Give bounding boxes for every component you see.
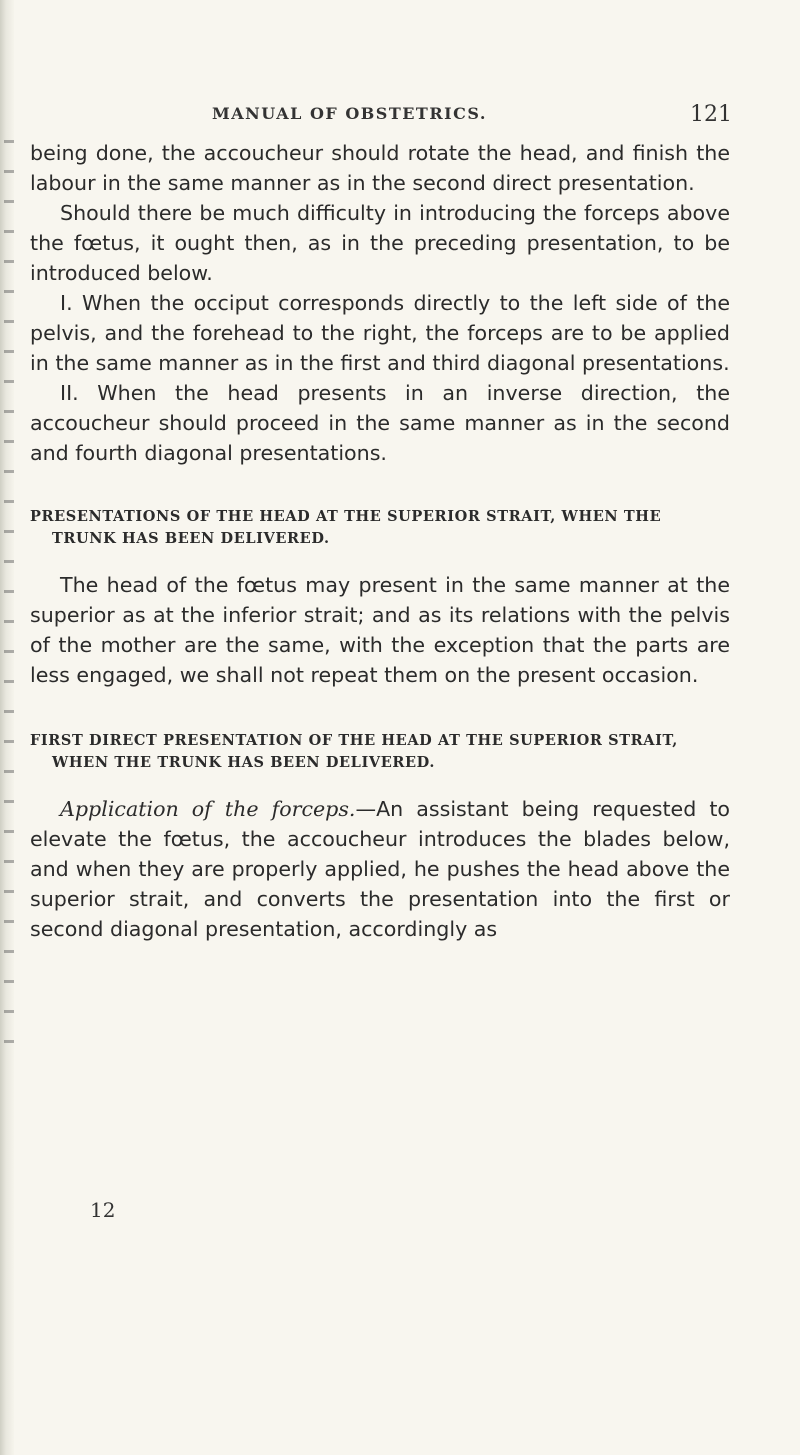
section-heading-2: FIRST DIRECT PRESENTATION OF THE HEAD AT THE SUPERIOR STRAIT, WHEN THE TRUNK HAS BEEN DELIVERED. (30, 732, 678, 771)
running-title: MANUAL OF OBSTETRICS. (212, 104, 487, 123)
spacer (30, 774, 730, 794)
spacer (30, 468, 730, 506)
paragraph-4: II. When the head presents in an inverse direction, the accoucheur should proceed in the same manner as in the second and fourth diagonal presentations. (30, 381, 730, 465)
section-heading-1: PRESENTATIONS OF THE HEAD AT THE SUPERIOR STRAIT, WHEN THE TRUNK HAS BEEN DELIVERED. (30, 508, 662, 547)
binding-gutter (0, 0, 14, 1455)
page-number: 121 (690, 102, 732, 127)
page-body (30, 138, 730, 944)
paragraph-3: I. When the occiput corresponds directly to the left side of the pelvis, and the forehead to the right, the forceps are to be applied in the same manner as in the first and third diagonal presentations. (30, 291, 730, 375)
gutter-shadow (4, 140, 14, 1060)
spacer (30, 690, 730, 730)
signature-mark: 12 (90, 1198, 116, 1222)
paragraph-2: Should there be much difficulty in introducing the forceps above the fœtus, it ought then, as in the preceding presentation, to be introduced below. (30, 201, 730, 285)
application-lead: Application of the forceps. (60, 797, 356, 821)
paragraph-6 (30, 794, 730, 944)
paragraph-5: The head of the fœtus may present in the same manner at the superior as at the inferior strait; and as its relations with the pelvis of the mother are the same, with the exception that the parts are less engaged, we shall not repeat them on the present occasion. (30, 573, 730, 687)
spacer (30, 550, 730, 570)
paragraph-1: being done, the accoucheur should rotate the head, and finish the labour in the same manner as in the second direct presentation. (30, 141, 730, 195)
page-header (62, 104, 732, 132)
application-text: —An assistant being requested to elevate the fœtus, the accoucheur introduces the blades below, and when they are properly applied, he pushes the head above the superior strait, and converts the presentation into the first or second diagonal presentation, accordingly as (30, 797, 730, 941)
